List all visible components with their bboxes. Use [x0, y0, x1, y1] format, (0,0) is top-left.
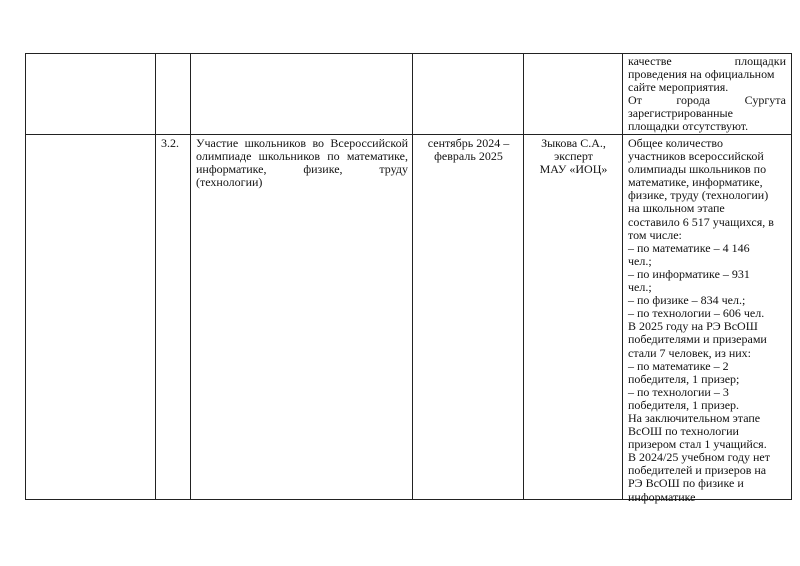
period-line: февраль 2025 [434, 149, 503, 164]
result-line: зарегистрированные [628, 106, 733, 121]
result-line: математике, информатике, [628, 175, 763, 190]
responsible-cell [525, 137, 622, 176]
result-line: От города Сургута [628, 93, 786, 108]
result-line: – по информатике – 931 [628, 266, 750, 281]
responsible-line: Зыкова С.А., [541, 136, 606, 150]
result-line: площадки отсутствуют. [628, 119, 749, 134]
result-line: РЭ ВсОШ по физике и [628, 476, 744, 491]
result-line: качестве площадки [628, 54, 786, 68]
result-line: участников всероссийской [628, 149, 764, 164]
result-line: – по математике – 4 146 [628, 240, 750, 255]
result-line: информатике [628, 489, 696, 504]
column-divider [412, 53, 413, 500]
column-divider [155, 53, 156, 500]
column-divider [25, 53, 26, 500]
result-cell [628, 137, 786, 504]
result-cell [628, 55, 786, 134]
result-line: На заключительном этапе [628, 410, 761, 425]
period-cell [414, 137, 523, 163]
result-line: олимпиады школьников по [628, 162, 767, 177]
event-description: Участие школьников во Всероссийской олимпиаде школьников по математике, информатике, физике, труду (технологии) [196, 136, 408, 190]
result-line: В 2024/25 учебном году нет [628, 450, 770, 465]
item-number: 3.2. [161, 136, 179, 150]
result-line: чел.; [628, 280, 652, 295]
result-line: – по математике – 2 [628, 358, 729, 373]
result-line: призером стал 1 учащийся. [628, 437, 767, 452]
result-line: В 2025 году на РЭ ВсОШ [628, 319, 758, 334]
result-line: сайте мероприятия. [628, 80, 729, 95]
column-divider [190, 53, 191, 500]
column-divider [791, 53, 792, 500]
period-line: сентябрь 2024 – [427, 136, 510, 150]
result-line: том числе: [628, 227, 682, 242]
result-line: – по технологии – 3 [628, 384, 729, 399]
result-line: физике, труду (технологии) [628, 188, 769, 203]
report-table [25, 53, 792, 504]
result-line: победителя, 1 призер; [628, 371, 740, 386]
result-line: победителей и призеров на [628, 463, 767, 478]
result-line: стали 7 человек, из них: [628, 345, 751, 360]
column-divider [523, 53, 524, 500]
result-line: победителя, 1 призер. [628, 397, 740, 412]
result-line: ВсОШ по технологии [628, 424, 739, 439]
result-line: – по технологии – 606 чел. [628, 306, 765, 321]
responsible-line: МАУ «ИОЦ» [539, 162, 608, 177]
column-divider [622, 53, 623, 500]
result-line: – по физике – 834 чел.; [628, 293, 746, 308]
row-divider [25, 134, 792, 135]
responsible-line: эксперт [554, 149, 593, 164]
result-line: чел.; [628, 253, 652, 268]
result-line: Общее количество [628, 136, 723, 150]
result-line: на школьном этапе [628, 201, 725, 216]
result-line: проведения на официальном [628, 67, 775, 82]
result-line: победителями и призерами [628, 332, 767, 347]
result-line: составило 6 517 учащихся, в [628, 214, 774, 229]
